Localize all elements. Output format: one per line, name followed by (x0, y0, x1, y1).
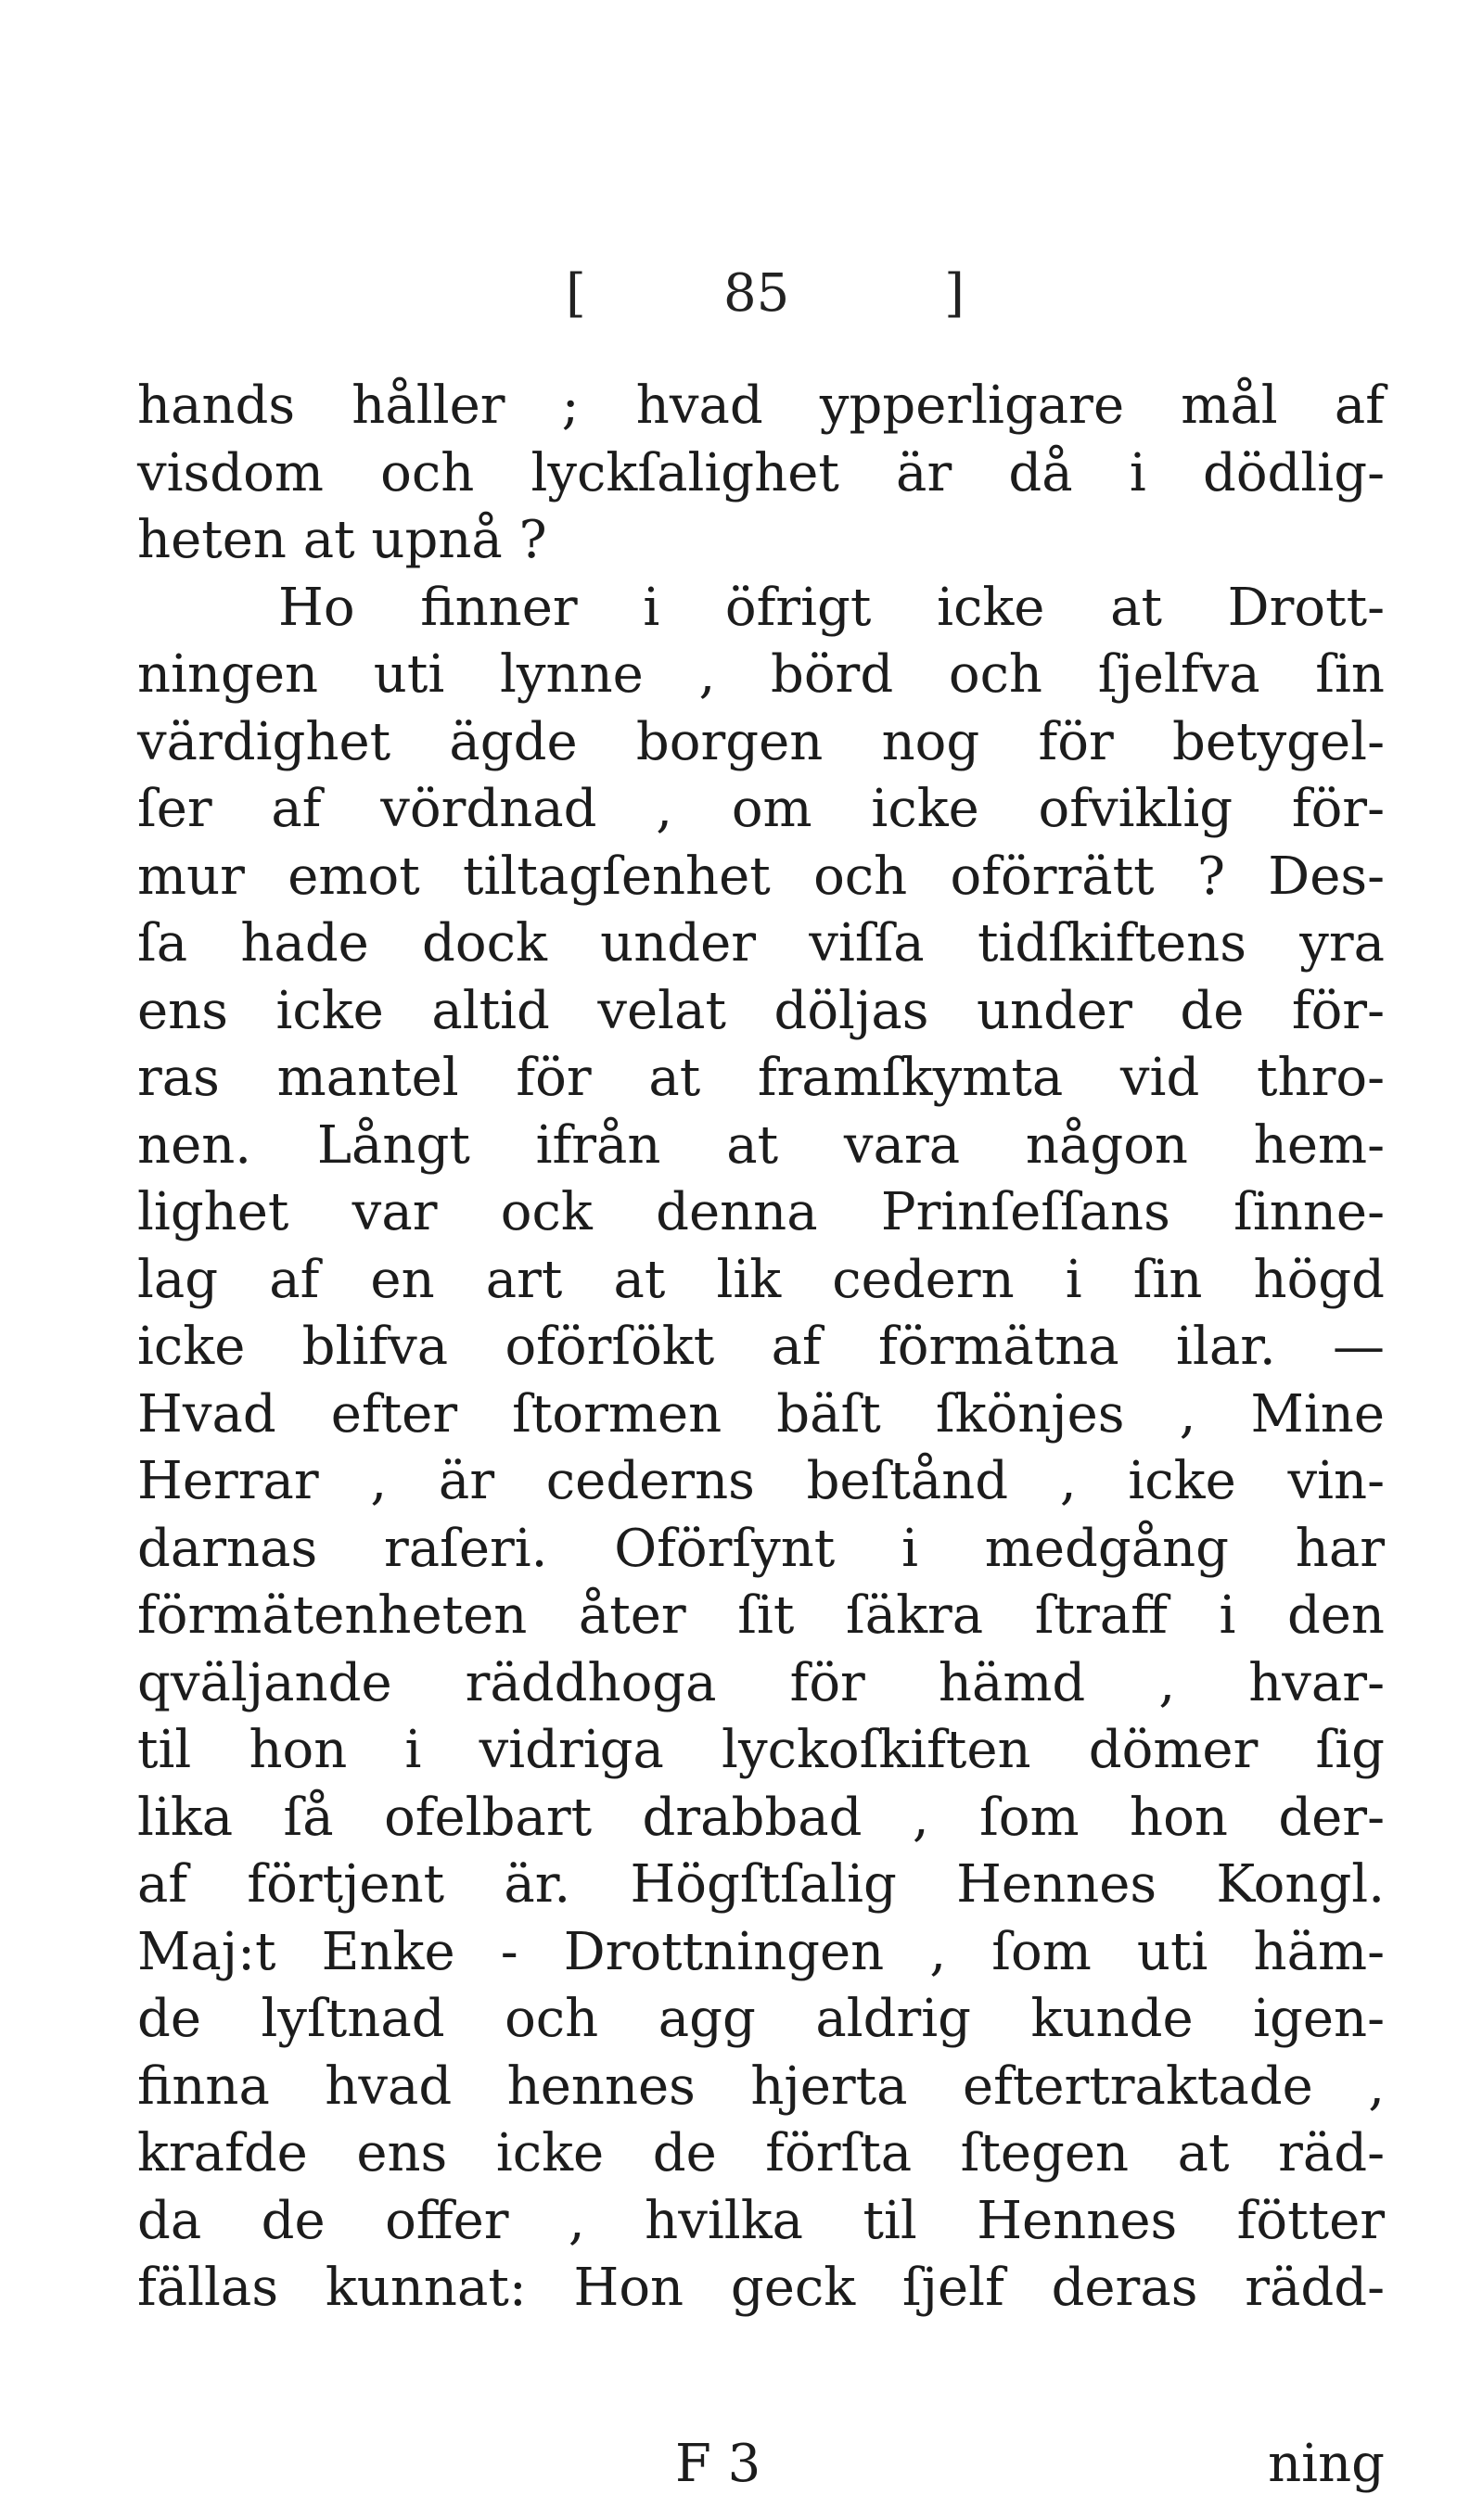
page-number: 85 (723, 263, 790, 324)
text-line: lika ſå ofelbart drabbad , ſom hon der- (137, 1787, 1385, 1848)
text-line: darnas raſeri. Oförſynt i medgång har (137, 1518, 1385, 1579)
page-header (566, 252, 965, 336)
text-line: värdighet ägde borgen nog för betygel- (137, 711, 1385, 772)
text-line: ens icke altid velat döljas under de för- (137, 980, 1385, 1041)
text-line: heten at upnå ? (137, 510, 547, 570)
text-line: ſer af vördnad , om icke ofviklig för- (137, 779, 1385, 839)
header-right-bracket: ] (944, 263, 965, 324)
text-line: Herrar , är cederns beſtånd , icke vin- (137, 1451, 1385, 1511)
text-line: qväljande räddhoga för hämd , hvar- (137, 1652, 1385, 1713)
text-line: ningen uti lynne , börd och ſjelfva ſin (137, 644, 1385, 705)
text-line: til hon i vidriga lyckoſkiften dömer ſig (137, 1720, 1385, 1780)
text-line: krafde ens icke de förſta ſtegen at räd- (137, 2123, 1385, 2183)
text-line: mur emot tiltagſenhet och oförrätt ? Des- (137, 846, 1385, 907)
text-line: Ho finner i öfrigt icke at Drott- (278, 577, 1385, 638)
text-line: fällas kunnat: Hon geck ſjelf deras rädd- (137, 2258, 1385, 2318)
catchword: ning (1268, 2434, 1385, 2494)
text-line: hands håller ; hvad ypperligare mål af (137, 375, 1385, 436)
text-line: ſa hade dock under viſſa tidſkiftens yra (137, 913, 1385, 974)
text-line: ras mantel för at framſkymta vid thro- (137, 1048, 1385, 1108)
text-line: Maj:t Enke - Drottningen , ſom uti häm- (137, 1921, 1385, 1982)
text-line: nen. Långt ifrån at vara någon hem- (137, 1114, 1385, 1176)
text-line: Hvad efter ſtormen bäſt ſkönjes , Mine (137, 1383, 1385, 1445)
text-line: lag af en art at lik cedern i ſin högd (137, 1249, 1385, 1310)
body-text (137, 373, 1385, 2323)
text-line: lighet var ock denna Prinſeſſans ſinne- (137, 1182, 1385, 1242)
text-line: finna hvad hennes hjerta eftertraktade , (137, 2055, 1385, 2117)
text-line: icke blifva oförſökt af förmätna ilar. — (137, 1317, 1385, 1377)
text-line: de lyſtnad och agg aldrig kunde igen- (137, 1989, 1385, 2049)
header-left-bracket: [ (566, 263, 586, 324)
page-footer (137, 2427, 1385, 2501)
text-line: förmätenheten åter ſit ſäkra ſtraff i den (137, 1585, 1385, 1646)
text-line: af förtjent är. Högſtſalig Hennes Kongl. (137, 1854, 1385, 1915)
text-line: da de offer , hvilka til Hennes fötter (137, 2190, 1385, 2251)
text-line: visdom och lyckſalighet är då i dödlig- (137, 442, 1385, 503)
signature-mark: F 3 (675, 2434, 761, 2494)
